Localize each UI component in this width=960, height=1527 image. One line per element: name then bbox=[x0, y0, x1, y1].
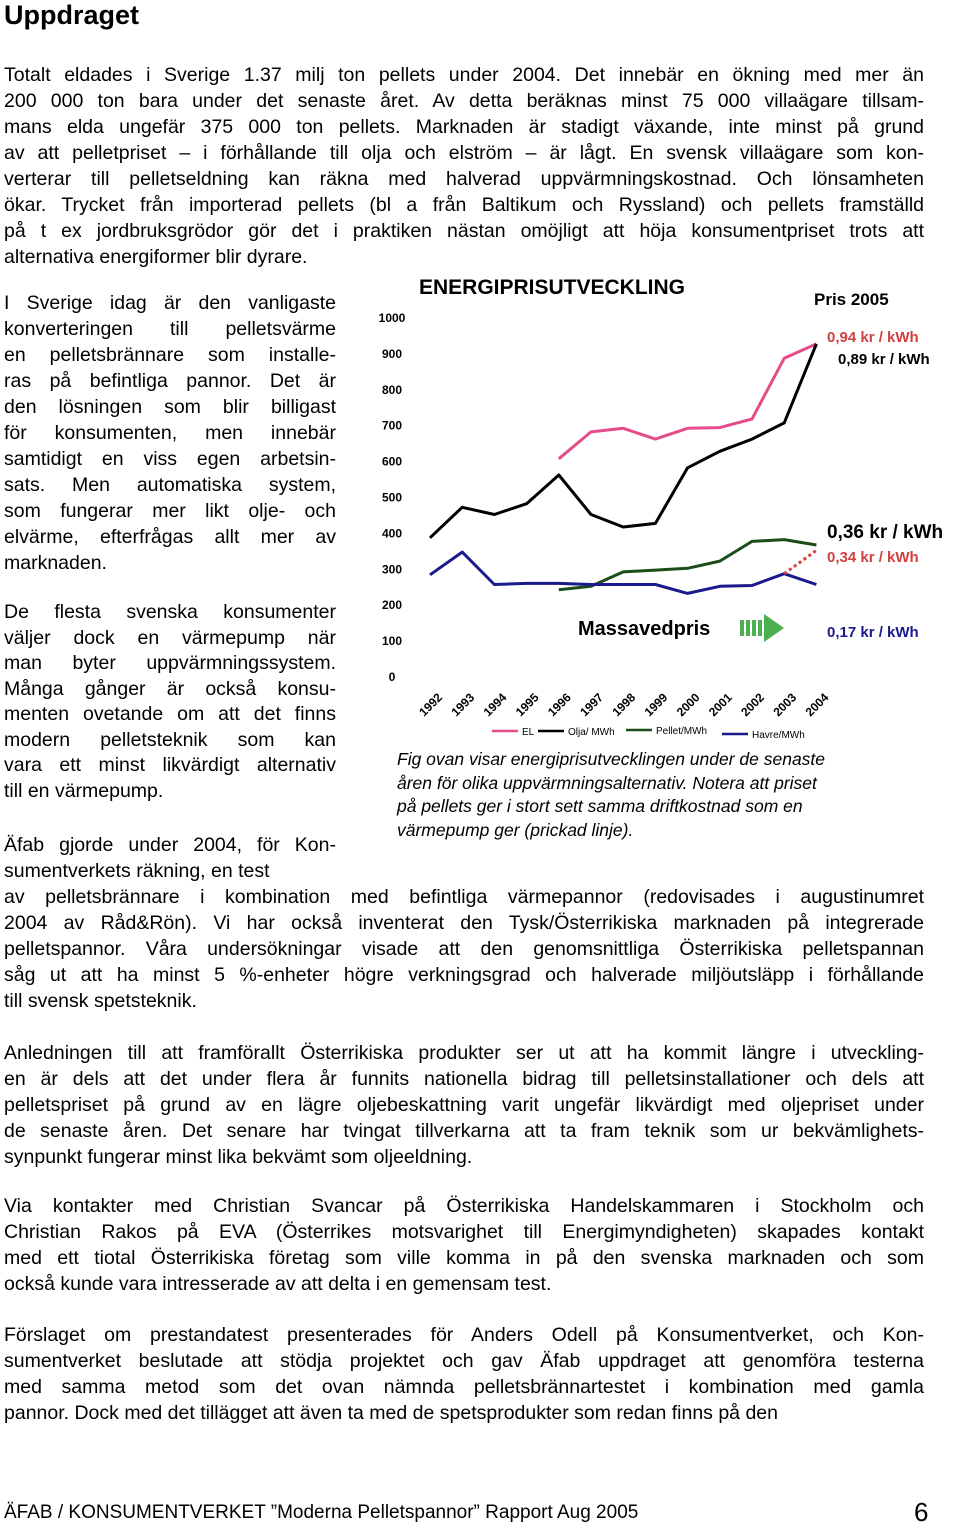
paragraph-2 bbox=[4, 884, 924, 1014]
y-tick-label: 900 bbox=[381, 346, 403, 361]
x-tick-label: 1994 bbox=[480, 690, 510, 720]
x-tick-label: 2001 bbox=[706, 690, 735, 720]
text-line: på t ex jordbruksgrödor gör det i praktiken nästan omöjligt att höja konsumentpriset trots att bbox=[4, 220, 924, 242]
left-column-paragraph-1 bbox=[4, 290, 336, 576]
text-line: en pelletsbrännare som installe- bbox=[4, 344, 336, 366]
y-tick-label: 400 bbox=[381, 526, 403, 541]
left-column-paragraph-2 bbox=[4, 600, 336, 804]
y-axis bbox=[379, 311, 406, 684]
y-tick-label: 100 bbox=[381, 634, 403, 649]
energy-price-chart bbox=[340, 262, 960, 747]
text-line: värmepump ger (prickad linje). bbox=[397, 819, 634, 840]
text-line: Fig ovan visar energiprisutvecklingen under de senaste bbox=[397, 749, 826, 769]
text-line: Christian Rakos på EVA (Österrikes motsvarighet till Energimyndigheten) skapades kontakt bbox=[4, 1221, 924, 1243]
x-tick-label: 1999 bbox=[641, 690, 671, 720]
massavedpris-arrow-icon bbox=[740, 614, 784, 642]
text-line: åren för olika uppvärmningsalternativ. Notera att priset bbox=[397, 772, 817, 793]
text-line: pelletspannor. Våra undersökningar visade att den genomsnittliga Österrikiska pelletspannan bbox=[4, 938, 924, 960]
text-line: marknaden. bbox=[4, 552, 107, 574]
text-line: med ett tiotal Österrikiska företag som ville komma in på den svenska marknaden och som bbox=[4, 1247, 924, 1269]
x-tick-label: 1998 bbox=[609, 690, 639, 720]
legend-label: Pellet/MWh bbox=[656, 726, 708, 737]
text-line: med samma metod som det ovan nämnda pelletsbrännartestet i kombination med gamla bbox=[4, 1376, 924, 1398]
page-footer: ÄFAB / KONSUMENTVERKET ”Moderna Pelletspannor” Rapport Aug 2005 bbox=[4, 1502, 639, 1523]
series-line-el bbox=[559, 344, 817, 459]
text-line: man byter uppvärmningssystem. bbox=[4, 652, 336, 674]
legend-label: Havre/MWh bbox=[752, 730, 805, 741]
text-line: samtidigt en viss egen arbetsin- bbox=[4, 448, 336, 470]
text-line: mans elda ungefär 375 000 ton pellets. Marknaden är stadigt växande, inte minst på grund bbox=[4, 116, 924, 138]
paragraph-3 bbox=[4, 1040, 924, 1170]
text-line: Via kontakter med Christian Svancar på Österrikiska Handelskammaren i Stockholm och bbox=[4, 1195, 924, 1217]
x-tick-label: 1995 bbox=[512, 690, 542, 720]
y-tick-label: 200 bbox=[381, 598, 403, 613]
text-line: vara ett minst likvärdigt alternativ bbox=[4, 754, 336, 776]
x-tick-label: 1993 bbox=[448, 690, 478, 720]
paragraph-5 bbox=[4, 1322, 924, 1426]
intro-paragraph bbox=[4, 62, 924, 270]
olja-price-label: 0,89 kr / kWh bbox=[838, 351, 930, 368]
text-line: en är dels att det under flera år funnits nationella bidrag till pelletsinstallationer och dels att bbox=[4, 1068, 924, 1090]
text-line: konverteringen till pelletsvärme bbox=[4, 318, 336, 340]
series-lines bbox=[430, 344, 816, 594]
series-line-olja-mwh bbox=[430, 344, 816, 538]
text-line: till en värmepump. bbox=[4, 779, 164, 802]
series-line-pellet-mwh bbox=[559, 540, 817, 590]
left-column-paragraph-3 bbox=[4, 832, 336, 884]
text-line: ras på befintliga pannor. Det är bbox=[4, 370, 336, 392]
y-tick-label: 300 bbox=[381, 562, 403, 577]
y-tick-label: 0 bbox=[388, 670, 396, 684]
x-tick-label: 2003 bbox=[770, 690, 800, 720]
y-tick-label: 600 bbox=[381, 454, 403, 469]
figure-caption bbox=[397, 748, 825, 842]
pellet-dotted-price-label: 0,34 kr / kWh bbox=[827, 549, 919, 566]
y-tick-label: 700 bbox=[381, 418, 403, 433]
y-tick-label: 1000 bbox=[378, 311, 406, 325]
text-line: modern pelletsteknik som kan bbox=[4, 728, 336, 751]
text-line: alternativa energiformer blir dyrare. bbox=[4, 246, 308, 268]
massavedpris-label: Massavedpris bbox=[578, 618, 711, 640]
text-line: den lösningen som blir billigast bbox=[4, 396, 336, 418]
text-line: till svensk spetsteknik. bbox=[4, 990, 197, 1012]
pellet-price-label: 0,36 kr / kWh bbox=[827, 522, 944, 543]
x-tick-label: 1996 bbox=[545, 690, 574, 720]
text-line: Förslaget om prestandatest presenterades för Anders Odell på Konsumentverket, och Kon- bbox=[4, 1324, 924, 1346]
el-price-label: 0,94 kr / kWh bbox=[827, 329, 919, 346]
text-line: ökar. Trycket från importerad pellets (bl a från Baltikum och Ryssland) och pellets framställd bbox=[4, 194, 924, 216]
x-tick-label: 2004 bbox=[802, 690, 832, 720]
text-line: Totalt eldades i Sverige 1.37 milj ton pellets under 2004. Det innebär en ökning med mer än bbox=[4, 64, 924, 86]
x-tick-label: 2000 bbox=[673, 690, 703, 720]
text-line: som fungerar mer likt olje- och bbox=[4, 500, 336, 522]
x-tick-label: 1992 bbox=[416, 690, 446, 720]
x-tick-label: 1997 bbox=[577, 690, 607, 720]
text-line: 200 000 ton bara under det senaste året. Av detta beräknas minst 75 000 villaägare tillsam- bbox=[4, 90, 924, 112]
text-line: menten ovetande om att det finns bbox=[4, 703, 336, 725]
legend-label: Olja/ MWh bbox=[568, 727, 615, 738]
text-line: verterar till pelletseldning kan räkna med halverad uppvärmningskostnad. Och lönsamheten bbox=[4, 168, 924, 190]
paragraph-4 bbox=[4, 1193, 924, 1297]
text-line: pannor. Dock med det tillägget att även ta med de spetsprodukter som redan finns på den bbox=[4, 1402, 778, 1424]
pris-heading: Pris 2005 bbox=[814, 290, 889, 309]
text-line: såg ut att ha minst 5 %-enheter högre verkningsgrad och halverade miljöutsläpp i förhållande bbox=[4, 964, 924, 986]
text-line: synpunkt fungerar minst lika bekvämt som oljeeldning. bbox=[4, 1146, 473, 1168]
x-axis bbox=[416, 690, 831, 719]
havre-price-label: 0,17 kr / kWh bbox=[827, 624, 919, 641]
x-tick-label: 2002 bbox=[738, 690, 768, 720]
series-line-pellet-dotted bbox=[784, 550, 816, 573]
text-line: Äfab gjorde under 2004, för Kon- bbox=[4, 834, 336, 856]
text-line: sumentverkets räkning, en test bbox=[4, 860, 270, 882]
text-line: 2004 av Råd&Rön). Vi har också inventerat den Tysk/Österrikiska marknaden på integrerade bbox=[4, 912, 924, 934]
text-line: sumentverket beslutade att stödja projektet och gav Äfab uppdraget att genomföra testerna bbox=[4, 1350, 924, 1372]
page-title: Uppdraget bbox=[4, 0, 139, 30]
text-line: de senaste åren. Det senare har tvingat tillverkarna att ta fram teknik som ur bekvämlighets- bbox=[4, 1120, 924, 1142]
text-line: av pelletsbrännare i kombination med befintliga värmepannor (redovisades i augustinumret bbox=[4, 886, 924, 908]
y-tick-label: 800 bbox=[381, 382, 403, 397]
text-line: på pellets ger i stort sett samma driftkostnad som en bbox=[397, 796, 803, 816]
text-line: De flesta svenska konsumenter bbox=[4, 601, 336, 623]
page-number: 6 bbox=[914, 1497, 929, 1527]
text-line: Anledningen till att framförallt Österrikiska produkter ser ut att ha kommit längre i utveckling- bbox=[4, 1042, 924, 1064]
text-line: Många gånger är också konsu- bbox=[4, 677, 336, 700]
text-line: väljer dock en värmepump när bbox=[4, 626, 336, 649]
text-line: elvärme, efterfrågas allt mer av bbox=[4, 526, 336, 548]
legend-label: EL bbox=[522, 727, 535, 738]
text-line: också kunde vara intresserade av att delta i en gemensam test. bbox=[4, 1273, 552, 1295]
chart-legend bbox=[492, 726, 805, 741]
text-line: I Sverige idag är den vanligaste bbox=[4, 292, 336, 314]
text-line: sats. Men automatiska system, bbox=[4, 474, 336, 496]
chart-title: ENERGIPRISUTVECKLING bbox=[418, 276, 686, 299]
y-tick-label: 500 bbox=[381, 490, 403, 505]
text-line: av att pelletpriset – i förhållande till olja och elström – är lågt. En svensk villaägare som kon- bbox=[4, 142, 924, 164]
text-line: pelletspriset på grund av en lägre oljebeskattning varit ungefär likvärdigt med oljepriset under bbox=[4, 1094, 924, 1116]
text-line: för konsumenten, men innebär bbox=[4, 422, 336, 444]
